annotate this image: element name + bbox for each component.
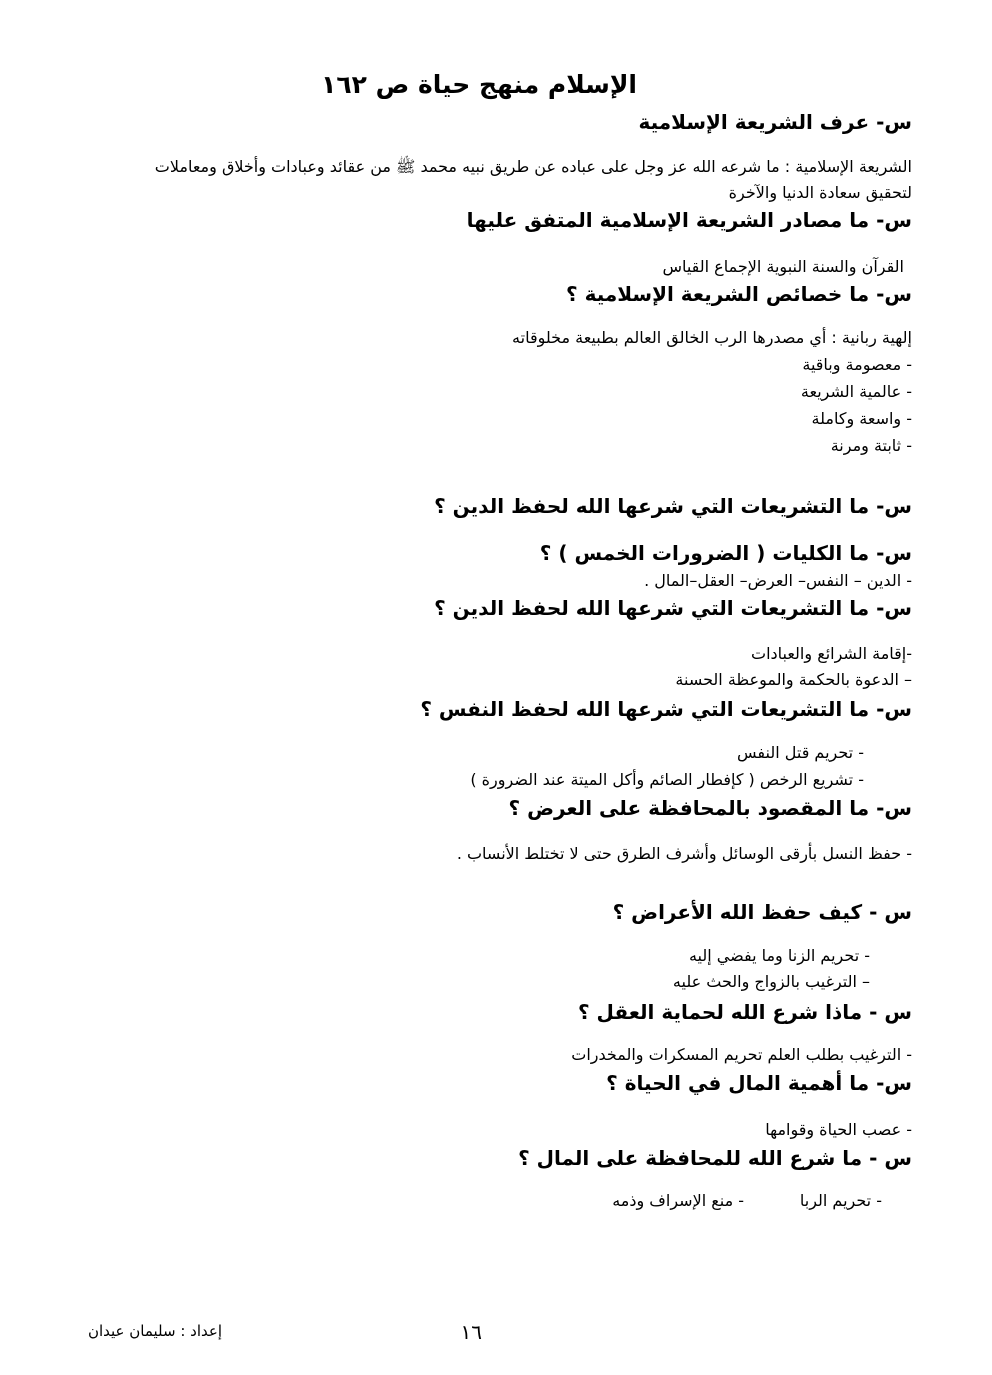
question-8: س- ما المقصود بالمحافظة على العرض ؟ xyxy=(508,796,912,820)
answer-11: - عصب الحياة وقوامها xyxy=(765,1120,912,1139)
question-2: س- ما مصادر الشريعة الإسلامية المتفق عليها xyxy=(466,208,912,232)
list-item: - معصومة وباقية xyxy=(802,355,912,374)
question-11: س- ما أهمية المال في الحياة ؟ xyxy=(606,1071,912,1095)
answer-2: القرآن والسنة النبوية الإجماع القياس xyxy=(662,257,904,276)
answer-1-line-1: الشريعة الإسلامية : ما شرعه الله عز وجل على عباده عن طريق نبيه محمد ﷺ من عقائد وعبادات وأخلاق ومعاملات xyxy=(154,157,912,176)
list-item: - تحريم قتل النفس xyxy=(737,743,864,762)
list-item: - ثابتة ومرنة xyxy=(830,436,912,455)
question-7: س- ما التشريعات التي شرعها الله لحفظ النفس ؟ xyxy=(420,697,912,721)
page-title: الإسلام منهج حياة ص ١٦٢ xyxy=(321,70,637,99)
question-3: س- ما خصائص الشريعة الإسلامية ؟ xyxy=(566,282,912,306)
list-item: – الدعوة بالحكمة والموعظة الحسنة xyxy=(675,670,912,689)
list-item: - تحريم الزنا وما يفضي إليه xyxy=(688,946,870,965)
question-12: س - ما شرع الله للمحافظة على المال ؟ xyxy=(518,1146,912,1170)
answer-5: - الدين – النفس– العرض– العقل–المال . xyxy=(644,571,912,590)
list-item: - واسعة وكاملة xyxy=(811,409,912,428)
list-item: -إقامة الشرائع والعبادات xyxy=(751,644,912,663)
question-4: س- ما التشريعات التي شرعها الله لحفظ الدين ؟ xyxy=(434,494,912,518)
answer-8: - حفظ النسل بأرقى الوسائل وأشرف الطرق حتى لا تختلط الأنساب . xyxy=(456,844,912,863)
list-item: - عالمية الشريعة xyxy=(800,382,912,401)
answer-1-line-2: لتحقيق سعادة الدنيا والآخرة xyxy=(728,183,912,202)
page-number: ١٦ xyxy=(460,1320,482,1344)
answer-10: - الترغيب بطلب العلم تحريم المسكرات والمخدرات xyxy=(571,1045,912,1064)
question-6: س- ما التشريعات التي شرعها الله لحفظ الدين ؟ xyxy=(434,596,912,620)
question-9: س - كيف حفظ الله الأعراض ؟ xyxy=(612,900,912,924)
author-credit: إعداد : سليمان عيدان xyxy=(87,1322,222,1340)
list-item: - تحريم الربا xyxy=(799,1191,882,1210)
question-1: س- عرف الشريعة الإسلامية xyxy=(638,110,912,134)
list-item: - تشريع الرخص ( كإفطار الصائم وأكل الميتة عند الضرورة ) xyxy=(470,770,864,789)
question-10: س - ماذا شرع الله لحماية العقل ؟ xyxy=(577,1000,912,1024)
answer-3-intro: إلهية ربانية : أي مصدرها الرب الخالق العالم بطبيعة مخلوقاته xyxy=(512,328,912,347)
list-item: – الترغيب بالزواج والحث عليه xyxy=(672,972,870,991)
list-item: - منع الإسراف وذمه xyxy=(612,1191,744,1210)
question-5: س- ما الكليات ( الضرورات الخمس ) ؟ xyxy=(539,541,912,565)
